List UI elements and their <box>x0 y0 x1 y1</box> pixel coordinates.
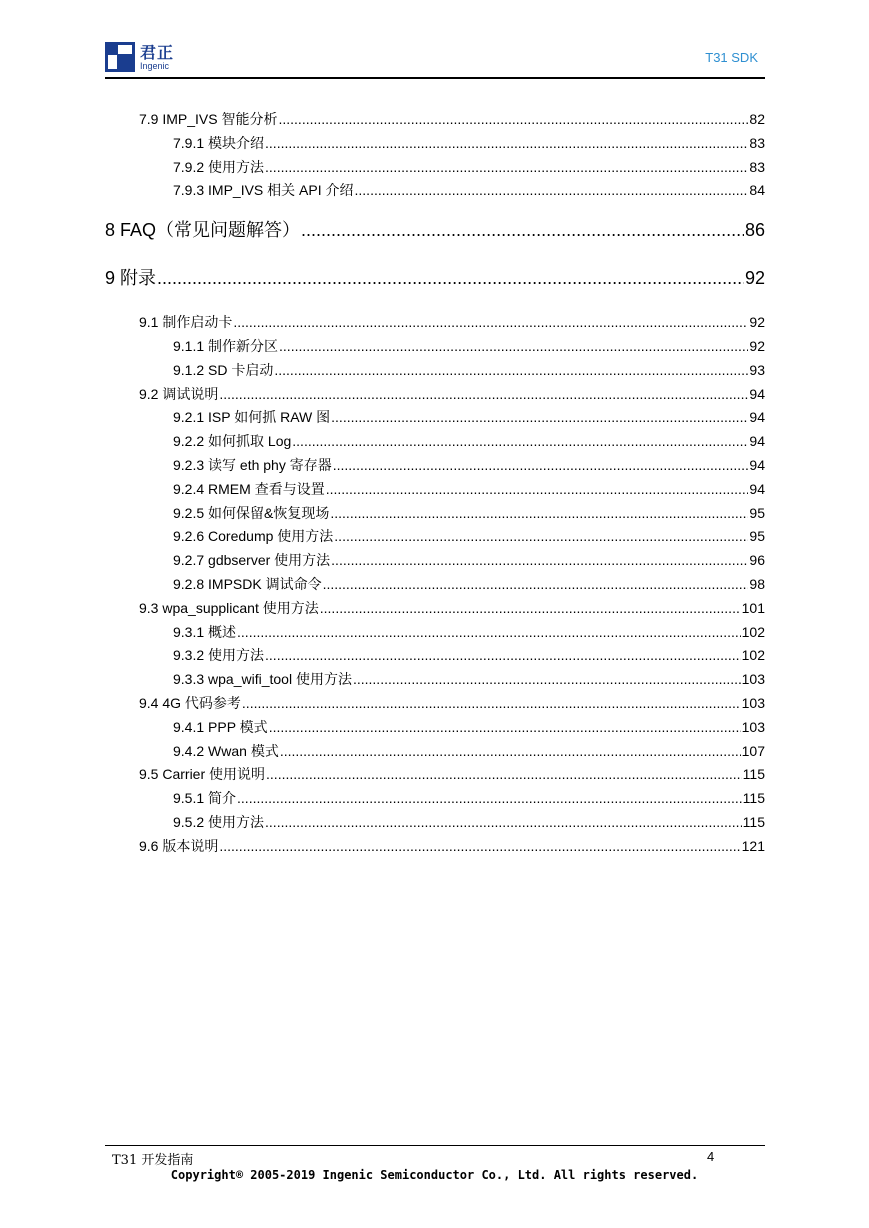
toc-entry-title: 9.2.4 RMEM 查看与设置 <box>173 480 325 497</box>
toc-entry-page: 82 <box>749 111 765 127</box>
toc-dot-leader <box>331 409 748 425</box>
toc-entry-title: 9.2.5 如何保留&恢复现场 <box>173 504 330 521</box>
toc-entry-page: 94 <box>749 433 765 450</box>
toc-entry-title: 9.2 调试说明 <box>139 385 219 402</box>
toc-dot-leader <box>233 314 748 330</box>
toc-entry-title: 9.4.1 PPP 模式 <box>173 718 268 735</box>
toc-dot-leader <box>353 671 741 687</box>
toc-entry-title: 9.5.2 使用方法 <box>173 814 265 830</box>
toc-entry-page: 115 <box>742 766 765 783</box>
toc-entry-page: 94 <box>749 480 765 497</box>
toc-entry-title: 9.2.8 IMPSDK 调试命令 <box>173 576 322 592</box>
toc-entry-page: 83 <box>749 134 765 151</box>
toc-entry[interactable] <box>173 157 765 177</box>
toc-entry[interactable] <box>139 764 765 784</box>
toc-dot-leader <box>219 838 740 854</box>
toc-entry-page: 115 <box>742 790 765 807</box>
toc-dot-leader <box>266 766 742 782</box>
toc-dot-leader <box>265 159 748 175</box>
toc-dot-leader <box>301 220 744 241</box>
toc-entry-page: 84 <box>749 182 765 199</box>
toc-entry[interactable] <box>173 479 765 499</box>
toc-entry-page: 94 <box>749 409 765 426</box>
toc-entry-page: 103 <box>741 671 765 688</box>
toc-entry-page: 95 <box>749 504 765 521</box>
toc-entry[interactable] <box>139 384 765 404</box>
toc-entry-title: 9 附录 <box>105 268 157 289</box>
toc-entry-page: 92 <box>749 314 765 331</box>
toc-dot-leader <box>280 743 741 759</box>
toc-entry-page: 83 <box>749 158 765 175</box>
footer-page-number: 4 <box>707 1149 715 1164</box>
toc-dot-leader <box>237 790 742 806</box>
toc-dot-leader <box>330 505 748 521</box>
toc-entry-title: 9.2.2 如何抓取 Log <box>173 433 292 450</box>
toc-entry[interactable] <box>139 109 765 129</box>
toc-entry-title: 9.3 wpa_supplicant 使用方法 <box>139 599 319 616</box>
toc-entry-title: 7.9 IMP_IVS 智能分析 <box>139 111 278 127</box>
toc-entry[interactable] <box>173 407 765 427</box>
toc-dot-leader <box>334 528 748 544</box>
toc-entry[interactable] <box>173 741 765 761</box>
toc-entry-title: 9.1 制作启动卡 <box>139 314 233 331</box>
ingenic-logo <box>105 42 185 76</box>
toc-entry-title: 9.1.2 SD 卡启动 <box>173 361 274 378</box>
doc-tag: T31 SDK <box>705 50 758 65</box>
toc-entry[interactable] <box>105 216 765 242</box>
toc-dot-leader <box>331 552 748 568</box>
toc-entry-page: 93 <box>749 361 765 378</box>
header-divider <box>105 77 765 79</box>
toc-dot-leader <box>157 268 744 289</box>
toc-dot-leader <box>333 457 749 473</box>
toc-dot-leader <box>278 111 748 127</box>
toc-entry-title: 9.5 Carrier 使用说明 <box>139 766 266 783</box>
toc-entry-page: 95 <box>749 528 765 545</box>
toc-dot-leader <box>355 182 749 198</box>
toc-entry[interactable] <box>173 180 765 200</box>
page-header <box>0 0 869 82</box>
toc-entry[interactable] <box>173 574 765 594</box>
toc-entry-page: 103 <box>741 695 765 711</box>
toc-entry[interactable] <box>173 550 765 570</box>
toc-entry-page: 101 <box>741 599 765 616</box>
toc-entry[interactable] <box>173 526 765 546</box>
footer-divider <box>105 1145 765 1146</box>
toc-dot-leader <box>269 719 741 735</box>
toc-entry-page: 107 <box>741 742 765 759</box>
toc-dot-leader <box>292 433 748 449</box>
toc-entry-page: 98 <box>749 576 765 592</box>
toc-entry-page: 94 <box>749 385 765 402</box>
toc-entry-title: 9.1.1 制作新分区 <box>173 338 279 354</box>
toc-entry-page: 92 <box>749 338 765 354</box>
toc-dot-leader <box>279 338 748 354</box>
toc-entry[interactable] <box>105 264 765 290</box>
toc-entry[interactable] <box>139 693 765 713</box>
toc-entry-title: 9.4 4G 代码参考 <box>139 695 241 711</box>
toc-entry[interactable] <box>139 598 765 618</box>
toc-entry[interactable] <box>173 431 765 451</box>
toc-entry-title: 7.9.1 模块介绍 <box>173 134 265 151</box>
toc-entry[interactable] <box>173 336 765 356</box>
toc-entry-page: 121 <box>741 837 765 854</box>
toc-entry-title: 9.5.1 简介 <box>173 790 237 807</box>
toc-entry-title: 9.2.3 读写 eth phy 寄存器 <box>173 457 332 473</box>
footer-copyright: Copyright® 2005-2019 Ingenic Semiconductor Co., Ltd. All rights reserved. <box>170 1168 699 1182</box>
toc-dot-leader <box>265 814 742 830</box>
toc-dot-leader <box>323 576 749 592</box>
toc-entry[interactable] <box>139 312 765 332</box>
toc-dot-leader <box>219 386 748 402</box>
toc-entry[interactable] <box>173 622 765 642</box>
toc-entry-title: 9.3.1 概述 <box>173 623 237 640</box>
toc-entry-page: 115 <box>742 814 765 830</box>
toc-entry-page: 102 <box>741 647 765 664</box>
toc-dot-leader <box>326 481 749 497</box>
toc-entry-title: 9.2.7 gdbserver 使用方法 <box>173 552 331 569</box>
logo-chinese-text: 君正 <box>140 45 175 62</box>
toc-entry[interactable] <box>173 360 765 380</box>
toc-entry[interactable] <box>173 669 765 689</box>
toc-dot-leader <box>265 135 748 151</box>
logo-english-text: Ingenic <box>140 61 170 71</box>
footer-doc-name: T31 开发指南 <box>112 1153 194 1168</box>
toc-entry-page: 94 <box>749 457 765 473</box>
toc-entry[interactable] <box>173 812 765 832</box>
toc-entry-page: 96 <box>749 552 765 569</box>
toc-entry-title: 9.2.1 ISP 如何抓 RAW 图 <box>173 409 331 426</box>
toc-entry-title: 9.3.3 wpa_wifi_tool 使用方法 <box>173 671 352 688</box>
toc-entry-page: 102 <box>741 623 765 640</box>
toc-entry-title: 9.2.6 Coredump 使用方法 <box>173 528 334 545</box>
toc-entry-page: 92 <box>744 268 765 289</box>
toc-entry-page: 103 <box>741 718 765 735</box>
toc-entry[interactable] <box>173 455 765 475</box>
toc-entry[interactable] <box>173 503 765 523</box>
toc-entry-page: 86 <box>744 220 765 241</box>
toc-entry[interactable] <box>173 788 765 808</box>
toc-entry[interactable] <box>173 133 765 153</box>
toc-entry[interactable] <box>139 836 765 856</box>
toc-entry[interactable] <box>173 717 765 737</box>
toc-entry-title: 9.4.2 Wwan 模式 <box>173 742 279 759</box>
toc-entry-title: 7.9.3 IMP_IVS 相关 API 介绍 <box>173 182 354 199</box>
toc-dot-leader <box>242 695 741 711</box>
toc-dot-leader <box>265 647 741 663</box>
toc-dot-leader <box>237 624 741 640</box>
toc-entry-title: 9.6 版本说明 <box>139 837 219 854</box>
toc-entry-title: 8 FAQ（常见问题解答） <box>105 220 301 241</box>
toc-dot-leader <box>274 362 748 378</box>
toc-entry[interactable] <box>173 645 765 665</box>
toc-dot-leader <box>320 600 741 616</box>
toc-entry-title: 9.3.2 使用方法 <box>173 647 265 664</box>
toc-entry-title: 7.9.2 使用方法 <box>173 158 265 175</box>
ingenic-logo-mark-icon <box>105 42 135 72</box>
